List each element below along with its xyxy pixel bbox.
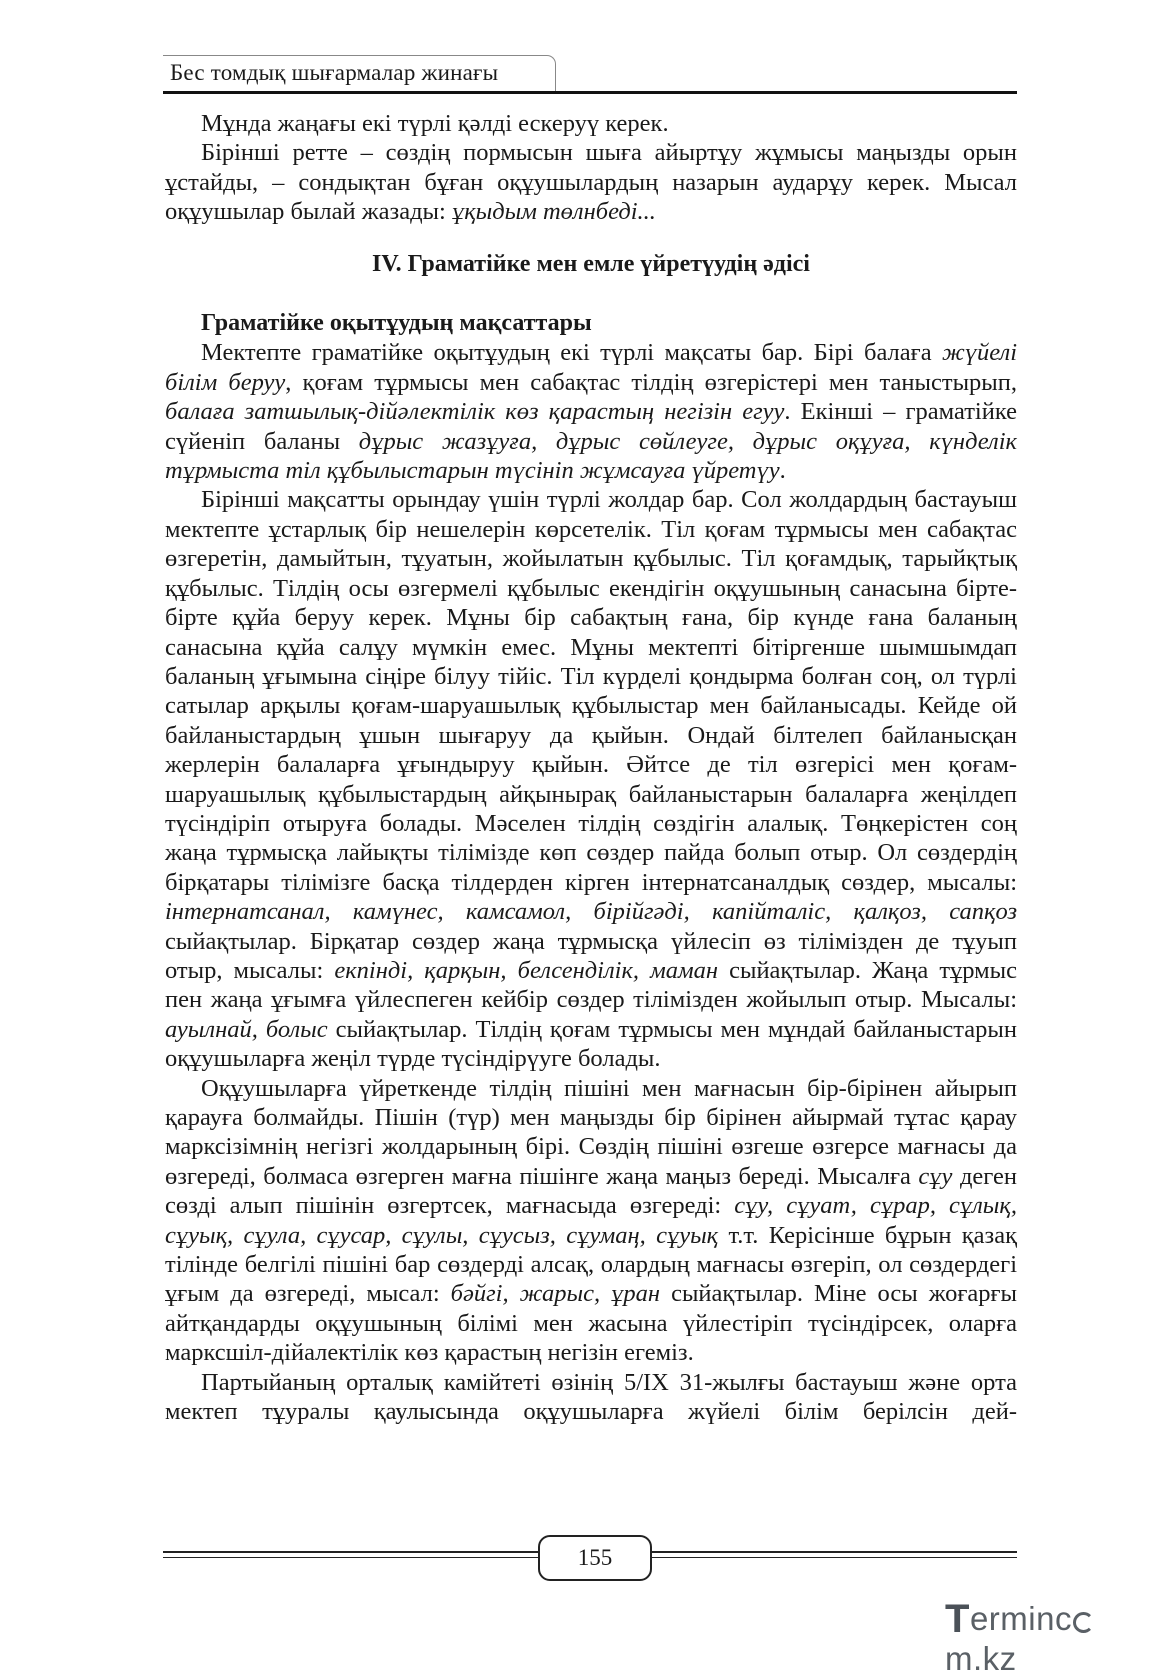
running-header: Бес томдық шығармалар жинағы — [170, 60, 499, 85]
paragraph: Мұнда жаңағы екі түрлі қәлді ескеруү керек. — [201, 110, 669, 137]
section-heading: IV. Граматійке мен емле үйретүудің әдісі — [372, 250, 810, 277]
watermark-text-1: erminc — [969, 1600, 1072, 1637]
watermark-o-icon — [1073, 1612, 1094, 1633]
sub-heading: Граматійке оқытұудың мақсаттары — [201, 310, 592, 337]
paragraph: Партыйаның орталық камійтеті өзінің 5/IX 31-жылғы бастауыш және орта мектеп тұуралы қаулысында оқұушыларға жүйелі білім берілсін дей- — [165, 1368, 1017, 1426]
footer-rule-right-thin — [648, 1557, 1017, 1558]
page-body — [165, 109, 1017, 1426]
watermark-text-2: m.kz — [945, 1640, 1017, 1677]
footer-rule-left — [163, 1551, 540, 1553]
watermark-logo — [945, 1595, 1150, 1677]
paragraph: Оқұушыларға үйреткенде тілдің пішіні мен мағнасын бір-бірінен айырып қарауға болмайды. Пішін (түр) мен маңызды бір бірінен айырмай тұтас қарау марксізімнің негізгі жолдарының бірі. Сөздің пішіні өзгеше өзгерсе мағнасы да өзгереді, болмаса өзгерген мағна пішінге жаңа маңыз береді. Мысалға сұу деген сөзді алып пішінін өзгертсек, мағнасыда өзгереді: сұу, сұуат, сұрар, сұлық, сұуық, сұула, сұусар, сұулы, сұусыз, сұумаң, сұуық т.т. Керісінше бұрын қазақ тілінде белгілі пішіні бар сөздерді алсақ, олардың мағнасы өзгеріп, ол сөздердегі ұғым да өзгереді, мысал: бәйгі, жарыс, ұран сыйақтылар. Міне осы жоғарғы айтқандарды оқұушының білімі мен жасына үйлестіріп түсіндірсек, оларға марксшіл-дійалектілік көз қарастың негізін егеміз. — [165, 1074, 1018, 1367]
paragraph: Бірінші мақсатты орындау үшін түрлі жолдар бар. Сол жолдардың бастауыш мектепте ұстарлық бір нешелерін көрсетелік. Тіл қоғам тұрмысы мен сабақтас өзгеретін, дамыйтын, тұуатын, жойылатын құбылыс. Тіл қоғамдық, тарыйқтық құбылыс. Тілдің осы өзгермелі құбылыс екендігін оқұушының санасына бірте-бірте құйа беруу керек. Мұны бір сабақтың ғана, бір күнде ғана баланың санасына құйа салұу мүмкін емес. Мұны мектепті бітіргенше шымшымдап баланың ұғымына сіңіре білуу тійіс. Тіл күрделі қондырма болған соң, ол түрлі сатылар арқылы қоғам-шаруашылық құбылыстар мен байланысады. Кейде ой байланыстардың ұшын шығаруу да қыйын. Ондай білтелеп байланысқан жерлерін балаларға ұғындыруу қыйын. Әйтсе де тіл өзгерісі мен қоғам-шаруашылық құбылыстардың айқынырақ байланыстарын балаларға жеңілдеп түсіндіріп отыруға болады. Мәселен тілдің сөздігін алалық. Төңкерістен соң жаңа тұрмысқа лайықты тілімізде көп сөздер пайда болып отыр. Ол сөздердің бірқатары тілімізге басқа тілдерден кірген інтернатсаналдық сөздер, мысалы: інтернатсанал, камүнес, камсамол, бірійгәді, капійталіс, қалқоз, сапқоз сыйақтылар. Бірқатар сөздер жаңа тұрмысқа үйлесіп өз тілімізден де тұуып отыр, мысалы: екпінді, қарқын, белсенділік, маман сыйақтылар. Жаңа тұрмыс пен жаңа ұғымға үйлеспеген кейбір сөздер тілімізден жойылып отыр. Мысалы: ауылнай, болыс сыйақтылар. Тілдің қоғам тұрмысы мен мұндай байланыстарын оқұушыларға жеңіл түрде түсіндірүуге болады. — [165, 486, 1017, 1073]
footer-rule-left-thin — [163, 1557, 540, 1558]
paragraph: Мектепте граматійке оқытұудың екі түрлі мақсаты бар. Бірі балаға жүйелі білім беруу, қоғам тұрмысы мен сабақтас тілдің өзгерістері мен таныстырып, балаға затшылық-дійәлектілік көз қарастың негізін егуу. Екінші – граматійке сүйеніп баланы дұрыс жазұуға, дұрыс сөйлеуге, дұрыс оқұуға, күнделік тұрмыста тіл құбылыстарын түсініп жұмсауға үйретүу. — [165, 339, 1017, 485]
header-rule — [163, 91, 1017, 94]
footer-rule-right — [648, 1551, 1017, 1553]
page-number: 155 — [538, 1535, 652, 1581]
watermark-t: T — [945, 1597, 970, 1641]
paragraph: Бірінші ретте – сөздің пормысын шыға айыртұу жұмысы маңызды орын ұстайды, – сондықтан бұған оқұушылардың назарын аударұу керек. Мысал оқұушылар былай жазады: ұқыдым төлнбеді... — [165, 139, 1017, 226]
